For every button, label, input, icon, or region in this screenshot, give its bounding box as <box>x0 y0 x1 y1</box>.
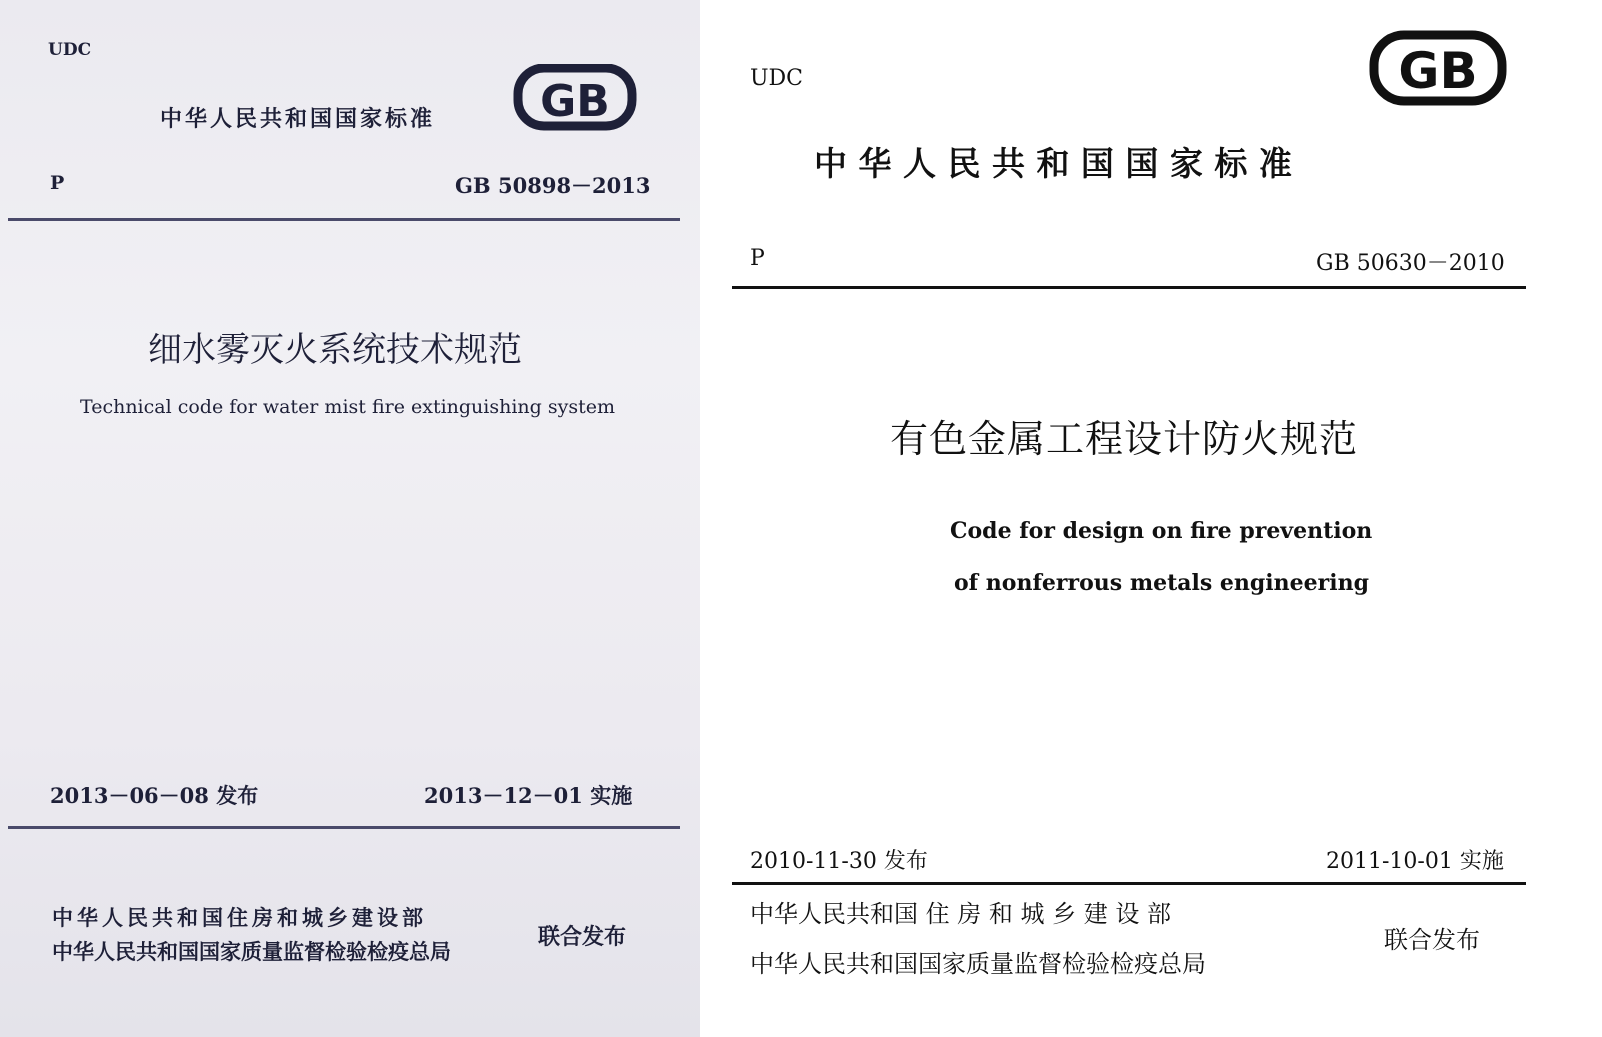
category-label: P <box>50 172 65 194</box>
header-divider <box>8 218 680 221</box>
udc-label: UDC <box>750 66 804 91</box>
standard-code: GB 50898－2013 <box>455 173 651 198</box>
udc-label: UDC <box>48 40 92 60</box>
gb-logo <box>1368 30 1508 106</box>
footer-divider <box>8 826 680 829</box>
title-chinese: 有色金属工程设计防火规范 <box>890 417 1359 461</box>
joint-issue-label: 联合发布 <box>1384 926 1480 954</box>
gb-logo <box>512 64 638 132</box>
footer-divider <box>732 882 1526 885</box>
issuer-ministry-housing: 中华人民共和国 住 房 和 城 乡 建 设 部 <box>750 900 1172 928</box>
category-label: P <box>750 246 765 271</box>
issuer-quality-administration: 中华人民共和国国家质量监督检验检疫总局 <box>52 940 451 964</box>
cover-gb-50898 <box>0 0 700 1037</box>
gb-logo-text: GB <box>540 76 610 127</box>
title-english-line-1: Code for design on fire prevention <box>950 518 1373 544</box>
title-english-line-2: of nonferrous metals engineering <box>954 570 1369 596</box>
header-divider <box>732 286 1526 289</box>
issue-date: 2010-11-30 发布 <box>750 849 928 874</box>
issue-date: 2013－06－08 发布 <box>50 783 259 808</box>
standard-code: GB 50630－2010 <box>1316 251 1505 276</box>
implement-date: 2011-10-01 实施 <box>1326 849 1504 874</box>
title-chinese: 细水雾灭火系统技术规范 <box>148 330 522 370</box>
issuer-quality-administration: 中华人民共和国国家质量监督检验检疫总局 <box>750 950 1206 978</box>
title-english: Technical code for water mist fire extinguishing system <box>80 396 616 418</box>
cover-gb-50630 <box>700 0 1602 1037</box>
country-standard-title: 中华人民共和国国家标准 <box>160 107 436 132</box>
issuer-ministry-housing: 中华人民共和国住房和城乡建设部 <box>52 906 427 930</box>
gb-logo-text: GB <box>1398 42 1478 100</box>
implement-date: 2013－12－01 实施 <box>424 783 633 808</box>
joint-issue-label: 联合发布 <box>538 925 627 950</box>
country-standard-title: 中 华 人 民 共 和 国 国 家 标 准 <box>814 144 1292 183</box>
